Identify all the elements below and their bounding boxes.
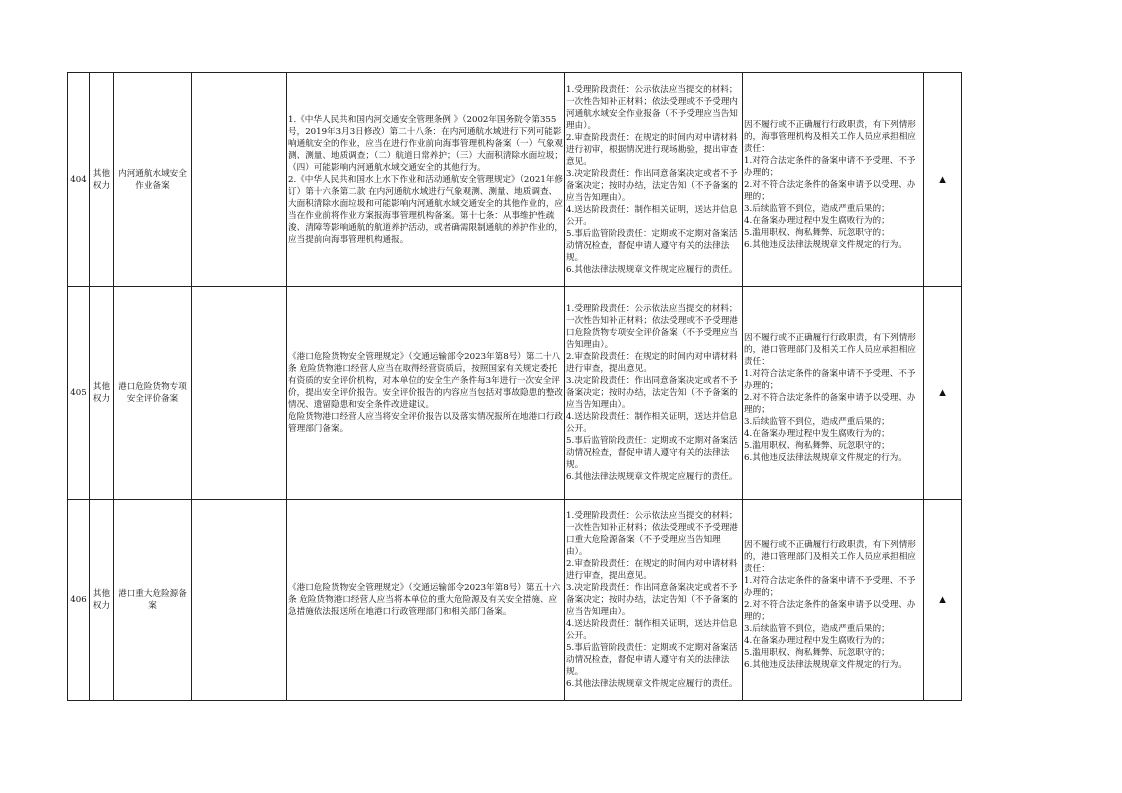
responsibility-item: 5.事后监管阶段责任：定期或不定期对备案活动情况检查，督促申请人遵守有关的法律法规。 [566, 643, 738, 677]
row-number: 405 [68, 287, 90, 500]
power-name: 港口危险货物专项安全评价备案 [114, 287, 192, 500]
basis-paragraph: 《港口危险货物安全管理规定》（交通运输部令2023年第8号）第五十六条 危险货物港口经营人应当将本单位的重大危险源及有关安全措施、应急措施依法报送所在地港口行政管理部门和相关部门备案。 [288, 583, 561, 617]
legal-basis [287, 73, 565, 287]
accountability-item: 6.其他违反法律法规规章文件规定的行为。 [744, 453, 907, 463]
accountability-list [743, 287, 924, 500]
power-list-table [67, 72, 962, 701]
responsibility-item: 5.事后监管阶段责任：定期或不定期对备案活动情况检查，督促申请人遵守有关的法律法规。 [566, 436, 738, 470]
accountability-item: 2.对不符合法定条件的备案申请予以受理、办理的； [744, 600, 916, 622]
accountability-item: 2.对不符合法定条件的备案申请予以受理、办理的； [744, 393, 916, 415]
accountability-item: 1.对符合法定条件的备案申请不予受理、不予办理的； [744, 369, 916, 391]
accountability-item: 3.后续监管不到位，造成严重后果的； [744, 203, 890, 214]
basis-paragraph: 危险货物港口经营人应当将安全评价报告以及落实情况报所在地港口行政管理部门备案。 [288, 412, 564, 434]
responsibility-item: 3.决定阶段责任：作出同意备案决定或者不予备案决定；按时办结，法定告知（不予备案的应当告知理由）。 [566, 376, 738, 410]
responsibility-list [565, 73, 743, 287]
power-name: 内河通航水域安全作业备案 [114, 73, 192, 287]
responsibility-list [565, 287, 743, 500]
accountability-list [743, 500, 924, 701]
legal-basis [287, 500, 565, 701]
table-row [68, 500, 962, 701]
accountability-item: 因不履行或不正确履行行政职责，有下列情形的，海事管理机构及相关工作人员应承担相应责任： [744, 119, 916, 154]
power-type: 其他权力 [90, 500, 114, 701]
accountability-item: 4.在备案办理过程中发生腐败行为的； [744, 636, 890, 646]
row-number: 404 [68, 73, 90, 287]
triangle-mark-icon: ▲ [924, 500, 962, 701]
responsibility-item: 1.受理阶段责任：公示依法应当提交的材料；一次性告知补正材料；依法受理或不予受理港口危险货物专项安全评价备案（不予受理应当告知理由）。 [566, 304, 738, 350]
accountability-item: 3.后续监管不到位，造成严重后果的； [744, 417, 890, 427]
responsibility-item: 1.受理阶段责任：公示依法应当提交的材料；一次性告知补正材料；依法受理或不予受理内河通航水域安全作业报备（不予受理应当告知理由）。 [566, 84, 738, 131]
table-row [68, 73, 962, 287]
accountability-item: 4.在备案办理过程中发生腐败行为的； [744, 215, 890, 226]
responsibility-item: 5.事后监管阶段责任：定期或不定期对备案活动情况检查，督促申请人遵守有关的法律法规。 [566, 228, 738, 263]
responsibility-list [565, 500, 743, 701]
responsibility-item: 4.送达阶段责任：制作相关证明，送达并信息公开。 [566, 619, 738, 641]
power-type: 其他权力 [90, 73, 114, 287]
empty-cell [192, 73, 287, 287]
triangle-mark-icon: ▲ [924, 73, 962, 287]
responsibility-item: 2.审查阶段责任：在规定的时间内对申请材料进行审查，提出意见。 [566, 352, 738, 374]
accountability-item: 6.其他违反法律法规规章文件规定的行为。 [744, 660, 907, 670]
responsibility-item: 2.审查阶段责任：在规定的时间内对申请材料进行初审，根据情况进行现场勘验，提出审查意见。 [566, 132, 738, 167]
responsibility-item: 1.受理阶段责任：公示依法应当提交的材料；一次性告知补正材料；依法受理或不予受理港口重大危险源备案（不予受理应当告知理由）。 [566, 511, 738, 557]
accountability-list [743, 73, 924, 287]
power-type: 其他权力 [90, 287, 114, 500]
legal-basis [287, 287, 565, 500]
accountability-item: 6.其他违反法律法规规章文件规定的行为。 [744, 239, 907, 250]
accountability-item: 4.在备案办理过程中发生腐败行为的； [744, 429, 890, 439]
accountability-item: 3.后续监管不到位，造成严重后果的； [744, 624, 890, 634]
responsibility-item: 6.其他法律法规规章文件规定应履行的责任。 [566, 679, 738, 689]
accountability-item: 因不履行或不正确履行行政职责，有下列情形的，港口管理部门及相关工作人员应承担相应责任： [744, 333, 916, 367]
triangle-mark-icon: ▲ [924, 287, 962, 500]
table-row [68, 287, 962, 500]
power-name: 港口重大危险源备案 [114, 500, 192, 701]
accountability-item: 因不履行或不正确履行行政职责，有下列情形的，港口管理部门及相关工作人员应承担相应责任： [744, 540, 916, 574]
basis-paragraph: 《港口危险货物安全管理规定》（交通运输部令2023年第8号）第二十八条 危险货物港口经营人应当在取得经营资质后，按照国家有关规定委托有资质的安全评价机构，对本单位的安全生产条件每3年进行一次安全评价，提出安全评价报告。安全评价报告的内容应当包括对事故隐患的整改情况、遗留隐患和安全条件改进建议。 [288, 352, 564, 410]
accountability-item: 1.对符合法定条件的备案申请不予受理、不予办理的； [744, 155, 916, 178]
table-body [68, 73, 962, 701]
accountability-item: 1.对符合法定条件的备案申请不予受理、不予办理的； [744, 576, 916, 598]
accountability-item: 2.对不符合法定条件的备案申请予以受理、办理的； [744, 179, 916, 202]
basis-paragraph: 1.《中华人民共和国内河交通安全管理条例 》（2002年国务院令第355号，2019年3月3日修改）第二十八条：在内河通航水域进行下列可能影响通航安全的作业，应当在进行作业前向海事管理机构备案（一）气象观测、测量、地质调查；（二）航道日常养护；（三）大面积清除水面垃圾；（四）可能影响内河通航水域交通安全的其他行为。 [288, 114, 564, 173]
responsibility-item: 2.审查阶段责任：在规定的时间内对申请材料进行审查，提出意见。 [566, 559, 738, 581]
basis-paragraph: 2.《中华人民共和国水上水下作业和活动通航安全管理规定》（2021年修订）第十六条第二款 在内河通航水域进行气象观测、测量、地质调查、大面积清除水面垃圾和可能影响内河通航水域交通安全的其他作业的，应当在作业前将作业方案报海事管理机构备案。第十七条：从事维护性疏浚、清障等影响通航的航道养护活动，或者确需限制通航的养护作业的，应当提前向海事管理机构通报。 [288, 174, 564, 245]
responsibility-item: 4.送达阶段责任：制作相关证明，送达并信息公开。 [566, 204, 738, 227]
responsibility-item: 6.其他法律法规规章文件规定应履行的责任。 [566, 264, 738, 275]
empty-cell [192, 500, 287, 701]
row-number: 406 [68, 500, 90, 701]
accountability-item: 5.滥用职权、徇私舞弊、玩忽职守的； [744, 441, 890, 451]
accountability-item: 5.滥用职权、徇私舞弊、玩忽职守的； [744, 648, 890, 658]
responsibility-item: 3.决定阶段责任：作出同意备案决定或者不予备案决定；按时办结，法定告知（不予备案的应当告知理由）。 [566, 168, 738, 203]
responsibility-item: 6.其他法律法规规章文件规定应履行的责任。 [566, 472, 738, 482]
responsibility-item: 3.决定阶段责任：作出同意备案决定或者不予备案决定；按时办结，法定告知（不予备案的应当告知理由）。 [566, 583, 738, 617]
accountability-item: 5.滥用职权、徇私舞弊、玩忽职守的； [744, 227, 890, 238]
empty-cell [192, 287, 287, 500]
responsibility-item: 4.送达阶段责任：制作相关证明，送达并信息公开。 [566, 412, 738, 434]
